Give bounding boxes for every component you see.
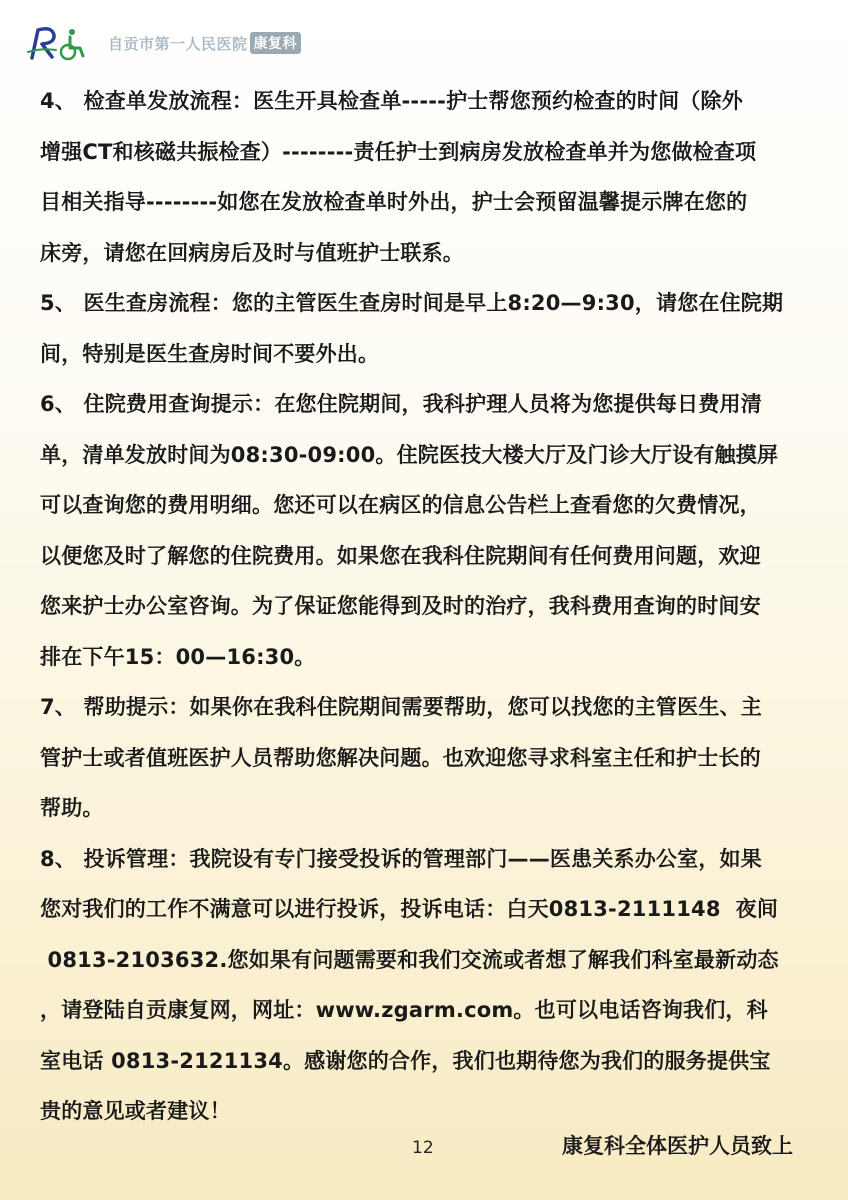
- page-footer: [0, 1128, 848, 1168]
- text-line: 管护士或者值班医护人员帮助您解决问题。也欢迎您寻求科室主任和护士长的: [40, 745, 761, 770]
- hospital-logo: [22, 22, 102, 64]
- signature: 康复科全体医护人员致上: [562, 1134, 793, 1158]
- text-line: 6、 住院费用查询提示：在您住院期间，我科护理人员将为您提供每日费用清: [40, 392, 762, 416]
- text-line: 您来护士办公室咨询。为了保证您能得到及时的治疗，我科费用查询的时间安: [40, 594, 761, 618]
- text-line: 8、 投诉管理：我院设有专门接受投诉的管理部门——医患关系办公室，如果: [40, 846, 762, 871]
- page-header: [22, 22, 442, 64]
- text-line: 贵的意见或者建议！: [40, 1099, 231, 1123]
- text-line: 室电话 0813-2121134。感谢您的合作，我们也期待您为我们的服务提供宝: [40, 1048, 771, 1073]
- rehab-logo-icon: [22, 22, 102, 64]
- text-line: 可以查询您的费用明细。您还可以在病区的信息公告栏上查看您的欠费情况，: [40, 493, 761, 517]
- text-line: 您对我们的工作不满意可以进行投诉，投诉电话：白天0813-2111148 夜间: [40, 897, 779, 921]
- hospital-name-text: 自贡市第一人民医院: [108, 34, 248, 53]
- paragraph-exam-process: [40, 76, 840, 278]
- text-line: 目相关指导--------如您在发放检查单时外出，护士会预留温馨提示牌在您的: [40, 190, 748, 214]
- department-badge: 康复科: [250, 32, 302, 54]
- text-line: ，请登陆自贡康复网，网址：www.zgarm.com。也可以电话咨询我们，科: [40, 998, 768, 1022]
- text-line: 5、 医生查房流程：您的主管医生查房时间是早上8:20—9:30，请您在住院期: [40, 291, 784, 315]
- page-number: 12: [412, 1138, 434, 1158]
- hospital-name: [108, 32, 301, 54]
- text-line: 床旁，请您在回病房后及时与值班护士联系。: [40, 240, 464, 265]
- text-line: 间，特别是医生查房时间不要外出。: [40, 341, 380, 366]
- paragraph-help: [40, 682, 840, 834]
- text-line: 增强CT和核磁共振检查）--------责任护士到病房发放检查单并为您做检查项: [40, 139, 757, 164]
- paragraph-ward-rounds: [40, 278, 840, 379]
- paragraph-fee-inquiry: [40, 379, 840, 682]
- text-line: 4、 检查单发放流程：医生开具检查单-----护士帮您预约检查的时间（除外: [40, 89, 743, 113]
- text-line: 帮助。: [40, 796, 104, 820]
- text-line: 排在下午15：00—16:30。: [40, 644, 316, 669]
- text-line: 单，清单发放时间为08:30-09:00。住院医技大楼大厅及门诊大厅设有触摸屏: [40, 442, 779, 467]
- text-line: 以便您及时了解您的住院费用。如果您在我科住院期间有任何费用问题，欢迎: [40, 543, 761, 568]
- document-body: [40, 76, 840, 1137]
- text-line: 0813-2103632.您如果有问题需要和我们交流或者想了解我们科室最新动态: [40, 947, 779, 972]
- text-line: 7、 帮助提示：如果你在我科住院期间需要帮助，您可以找您的主管医生、主: [40, 695, 762, 719]
- paragraph-complaints: [40, 834, 840, 1137]
